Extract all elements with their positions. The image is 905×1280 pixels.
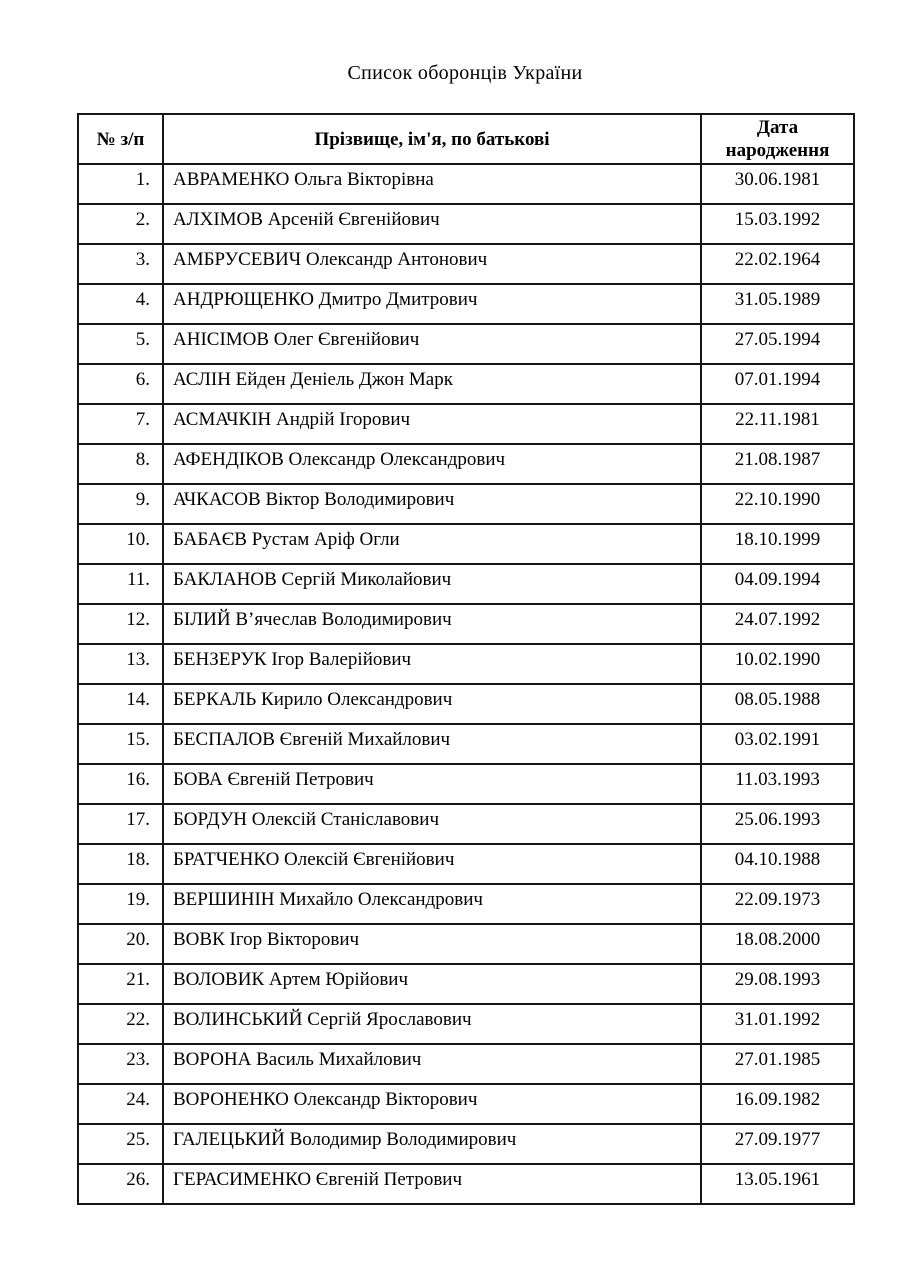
table-row — [78, 204, 854, 244]
row-number: 21. — [78, 964, 163, 1004]
row-birth-date: 31.05.1989 — [701, 284, 854, 324]
row-number: 18. — [78, 844, 163, 884]
row-birth-date: 27.01.1985 — [701, 1044, 854, 1084]
row-birth-date: 18.08.2000 — [701, 924, 854, 964]
row-birth-date: 27.05.1994 — [701, 324, 854, 364]
row-full-name: БАКЛАНОВ Сергій Миколайович — [163, 564, 701, 604]
column-header-number: № з/п — [78, 114, 163, 164]
table-row — [78, 164, 854, 204]
row-full-name: АСМАЧКІН Андрій Ігорович — [163, 404, 701, 444]
row-number: 10. — [78, 524, 163, 564]
row-full-name: БОРДУН Олексій Станіславович — [163, 804, 701, 844]
table-row — [78, 924, 854, 964]
row-full-name: ВОРОНА Василь Михайлович — [163, 1044, 701, 1084]
table-row — [78, 444, 854, 484]
row-birth-date: 04.10.1988 — [701, 844, 854, 884]
table-row — [78, 804, 854, 844]
row-birth-date: 22.09.1973 — [701, 884, 854, 924]
row-number: 15. — [78, 724, 163, 764]
row-number: 22. — [78, 1004, 163, 1044]
row-full-name: БРАТЧЕНКО Олексій Євгенійович — [163, 844, 701, 884]
row-number: 4. — [78, 284, 163, 324]
row-full-name: ВЕРШИНІН Михайло Олександрович — [163, 884, 701, 924]
row-birth-date: 10.02.1990 — [701, 644, 854, 684]
row-full-name: БІЛИЙ В’ячеслав Володимирович — [163, 604, 701, 644]
table-row — [78, 564, 854, 604]
table-row — [78, 764, 854, 804]
row-number: 13. — [78, 644, 163, 684]
row-birth-date: 24.07.1992 — [701, 604, 854, 644]
row-number: 16. — [78, 764, 163, 804]
table-row — [78, 604, 854, 644]
row-number: 2. — [78, 204, 163, 244]
table-row — [78, 1164, 854, 1204]
row-full-name: АВРАМЕНКО Ольга Вікторівна — [163, 164, 701, 204]
row-number: 12. — [78, 604, 163, 644]
row-number: 6. — [78, 364, 163, 404]
table-row — [78, 964, 854, 1004]
row-birth-date: 22.10.1990 — [701, 484, 854, 524]
row-number: 9. — [78, 484, 163, 524]
row-number: 19. — [78, 884, 163, 924]
row-birth-date: 15.03.1992 — [701, 204, 854, 244]
row-birth-date: 16.09.1982 — [701, 1084, 854, 1124]
row-number: 8. — [78, 444, 163, 484]
row-full-name: БЕСПАЛОВ Євгеній Михайлович — [163, 724, 701, 764]
row-birth-date: 13.05.1961 — [701, 1164, 854, 1204]
table-row — [78, 1124, 854, 1164]
table-row — [78, 404, 854, 444]
table-row — [78, 884, 854, 924]
table-header-row — [78, 114, 854, 164]
row-birth-date: 22.11.1981 — [701, 404, 854, 444]
row-full-name: АФЕНДІКОВ Олександр Олександрович — [163, 444, 701, 484]
column-header-full-name: Прізвище, ім'я, по батькові — [163, 114, 701, 164]
row-birth-date: 11.03.1993 — [701, 764, 854, 804]
row-number: 17. — [78, 804, 163, 844]
row-full-name: АСЛІН Ейден Деніель Джон Марк — [163, 364, 701, 404]
row-full-name: БЕНЗЕРУК Ігор Валерійович — [163, 644, 701, 684]
table-row — [78, 1084, 854, 1124]
row-birth-date: 08.05.1988 — [701, 684, 854, 724]
row-full-name: АМБРУСЕВИЧ Олександр Антонович — [163, 244, 701, 284]
table-row — [78, 644, 854, 684]
row-full-name: ВОРОНЕНКО Олександр Вікторович — [163, 1084, 701, 1124]
row-number: 7. — [78, 404, 163, 444]
row-number: 25. — [78, 1124, 163, 1164]
row-full-name: БАБАЄВ Рустам Аріф Огли — [163, 524, 701, 564]
row-birth-date: 25.06.1993 — [701, 804, 854, 844]
row-full-name: БЕРКАЛЬ Кирило Олександрович — [163, 684, 701, 724]
row-birth-date: 21.08.1987 — [701, 444, 854, 484]
table-row — [78, 684, 854, 724]
table-body — [78, 164, 854, 1204]
table-row — [78, 844, 854, 884]
table-row — [78, 244, 854, 284]
row-number: 24. — [78, 1084, 163, 1124]
row-birth-date: 22.02.1964 — [701, 244, 854, 284]
row-number: 11. — [78, 564, 163, 604]
page-title: Список оборонців України — [347, 62, 583, 84]
row-number: 1. — [78, 164, 163, 204]
row-number: 5. — [78, 324, 163, 364]
table-row — [78, 284, 854, 324]
table-row — [78, 524, 854, 564]
row-birth-date: 07.01.1994 — [701, 364, 854, 404]
row-number: 20. — [78, 924, 163, 964]
row-full-name: ВОЛОВИК Артем Юрійович — [163, 964, 701, 1004]
row-birth-date: 29.08.1993 — [701, 964, 854, 1004]
row-birth-date: 31.01.1992 — [701, 1004, 854, 1044]
row-birth-date: 03.02.1991 — [701, 724, 854, 764]
table-row — [78, 364, 854, 404]
row-full-name: АЛХІМОВ Арсеній Євгенійович — [163, 204, 701, 244]
row-birth-date: 27.09.1977 — [701, 1124, 854, 1164]
row-birth-date: 18.10.1999 — [701, 524, 854, 564]
row-full-name: АЧКАСОВ Віктор Володимирович — [163, 484, 701, 524]
row-birth-date: 04.09.1994 — [701, 564, 854, 604]
row-full-name: ГАЛЕЦЬКИЙ Володимир Володимирович — [163, 1124, 701, 1164]
column-header-birth-date: Дата народження — [701, 114, 854, 164]
table-head — [78, 114, 854, 164]
row-full-name: ВОЛИНСЬКИЙ Сергій Ярославович — [163, 1004, 701, 1044]
table-row — [78, 1004, 854, 1044]
row-birth-date: 30.06.1981 — [701, 164, 854, 204]
row-number: 23. — [78, 1044, 163, 1084]
table-row — [78, 484, 854, 524]
row-number: 26. — [78, 1164, 163, 1204]
row-number: 14. — [78, 684, 163, 724]
row-full-name: АНДРЮЩЕНКО Дмитро Дмитрович — [163, 284, 701, 324]
row-number: 3. — [78, 244, 163, 284]
table-row — [78, 324, 854, 364]
row-full-name: АНІСІМОВ Олег Євгенійович — [163, 324, 701, 364]
defenders-table — [77, 113, 855, 1205]
table-row — [78, 1044, 854, 1084]
row-full-name: ВОВК Ігор Вікторович — [163, 924, 701, 964]
row-full-name: ГЕРАСИМЕНКО Євгеній Петрович — [163, 1164, 701, 1204]
row-full-name: БОВА Євгеній Петрович — [163, 764, 701, 804]
table-row — [78, 724, 854, 764]
